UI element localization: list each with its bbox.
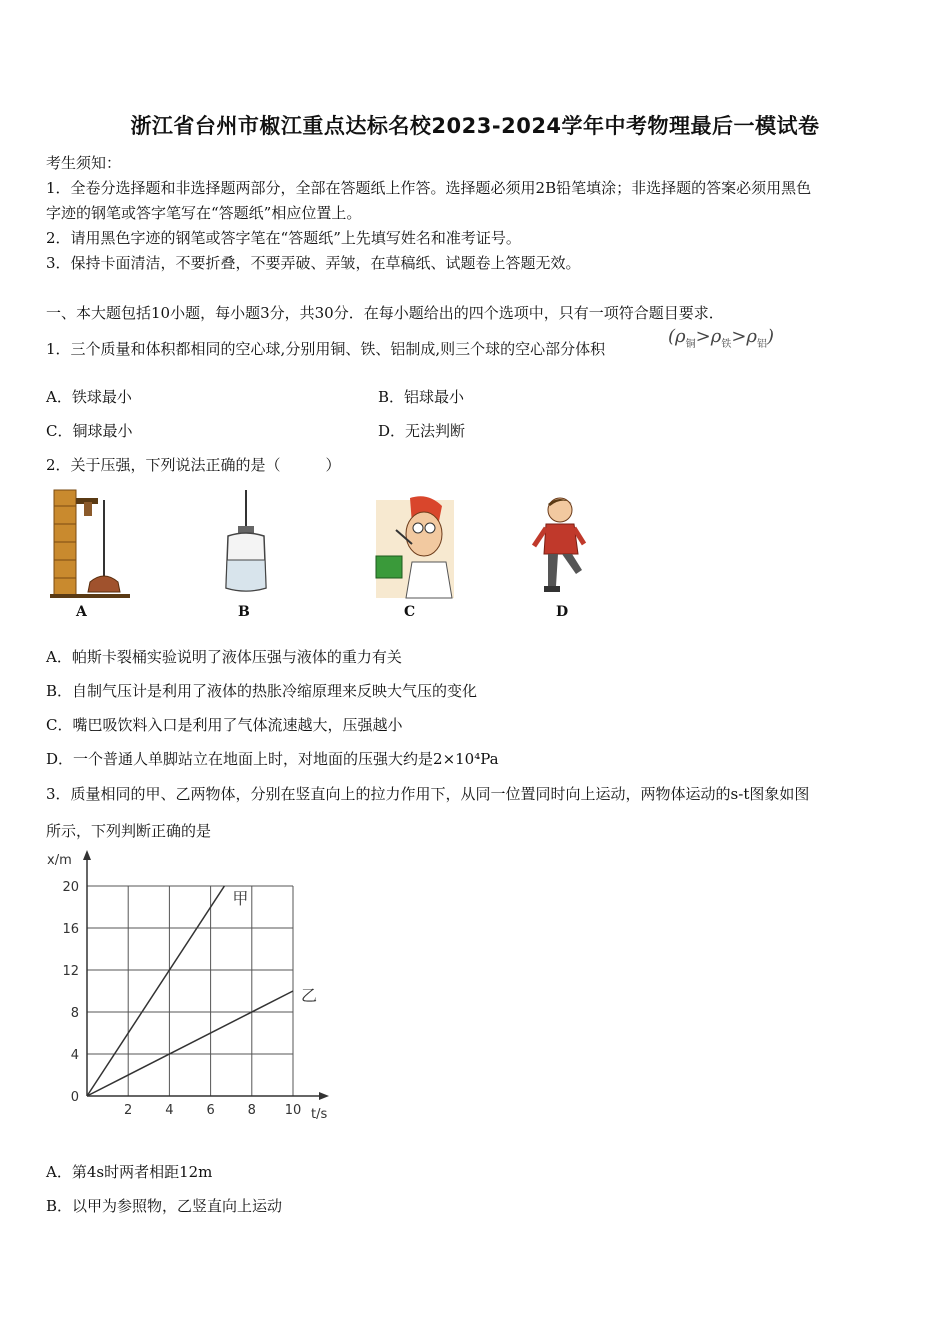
y-tick-label: 8 [70, 1006, 79, 1021]
pascal-barrel-figure [50, 488, 130, 600]
q1-option-d[interactable]: D．无法判断 [378, 422, 466, 440]
y-tick-label: 12 [62, 964, 79, 979]
x-tick-label: 6 [206, 1103, 215, 1118]
figure-label-b: B [238, 604, 250, 620]
x-tick-label: 2 [124, 1103, 133, 1118]
notice-heading: 考生须知： [46, 154, 122, 172]
s-t-graph [40, 848, 340, 1128]
y-axis-label: x/m [47, 853, 72, 868]
q1-option-b[interactable]: B．铝球最小 [378, 388, 465, 406]
q2-option-b[interactable]: B．自制气压计是利用了液体的热胀冷缩原理来反映大气压的变化 [46, 682, 478, 700]
x-tick-label: 4 [165, 1103, 174, 1118]
q2-option-c[interactable]: C．嘴巴吸饮料入口是利用了气体流速越大，压强越小 [46, 716, 403, 734]
rho-symbol: ρ [675, 326, 686, 347]
rho-symbol: ρ [746, 326, 757, 347]
subscript-aluminum: 铝 [757, 339, 767, 350]
y-tick-label: 0 [70, 1090, 79, 1105]
formula-close-paren: ) [767, 326, 775, 347]
y-tick-label: 16 [62, 922, 79, 937]
section-1-heading: 一、本大题包括10小题，每小题3分，共30分．在每小题给出的四个选项中，只有一项符合题目要求． [46, 304, 724, 322]
chart-axes [83, 850, 329, 1100]
q2-stem: 2．关于压强，下列说法正确的是（ ） [46, 456, 341, 474]
rho-symbol: ρ [710, 326, 722, 347]
q3-option-b[interactable]: B．以甲为参照物，乙竖直向上运动 [46, 1197, 283, 1215]
q1-option-c[interactable]: C．铜球最小 [46, 422, 133, 440]
greater-than-symbol: > [695, 326, 711, 347]
q1-density-formula [668, 326, 774, 350]
notice-item-1-line1: 1．全卷分选择题和非选择题两部分，全部在答题纸上作答。选择题必须用2B铅笔填涂；非选择题的答案必须用黑色 [46, 179, 812, 197]
series-label-2: 乙 [301, 986, 318, 1005]
subscript-copper: 铜 [685, 339, 696, 350]
figure-label-a: A [76, 604, 87, 620]
y-tick-label: 4 [70, 1048, 79, 1063]
series-line-1 [87, 886, 224, 1096]
subscript-iron: 铁 [721, 339, 732, 350]
y-axis-arrow [83, 850, 91, 860]
series-line-2 [87, 991, 293, 1096]
x-axis-label: t/s [311, 1107, 328, 1122]
q3-option-a[interactable]: A．第4s时两者相距12m [46, 1163, 213, 1181]
q3-stem-line1: 3．质量相同的甲、乙两物体，分别在竖直向上的拉力作用下，从同一位置同时向上运动，两物体运动的s-t图象如图 [46, 785, 810, 803]
q2-option-d[interactable]: D．一个普通人单脚站立在地面上时，对地面的压强大约是2×10⁴Pa [46, 750, 499, 768]
notice-item-1-line2: 字迹的钢笔或答字笔写在“答题纸”相应位置上。 [46, 204, 362, 222]
q2-option-a[interactable]: A．帕斯卡裂桶实验说明了液体压强与液体的重力有关 [46, 648, 402, 666]
one-foot-standing-figure [524, 494, 594, 598]
page-title: 浙江省台州市椒江重点达标名校2023-2024学年中考物理最后一模试卷 [130, 114, 820, 138]
greater-than-symbol: > [731, 326, 747, 347]
chart-grid [87, 886, 293, 1096]
q3-stem-line2: 所示，下列判断正确的是 [46, 822, 212, 840]
figure-label-c: C [404, 604, 416, 620]
homemade-barometer-figure [216, 488, 276, 600]
notice-item-2: 2．请用黑色字迹的钢笔或答字笔在“答题纸”上先填写姓名和准考证号。 [46, 229, 521, 247]
chart-ticks [62, 880, 301, 1118]
notice-item-3: 3．保持卡面清洁，不要折叠，不要弄破、弄皱，在草稿纸、试题卷上答题无效。 [46, 254, 581, 272]
q1-stem: 1．三个质量和体积都相同的空心球,分别用铜、铁、铝制成,则三个球的空心部分体积 [46, 340, 606, 358]
drinking-straw-figure [366, 492, 458, 600]
x-tick-label: 8 [247, 1103, 256, 1118]
figure-label-d: D [556, 604, 569, 620]
series-label-1: 甲 [232, 889, 249, 908]
y-tick-label: 20 [62, 880, 79, 895]
q1-option-a[interactable]: A．铁球最小 [46, 388, 132, 406]
x-tick-label: 10 [284, 1103, 302, 1118]
x-axis-arrow [319, 1092, 329, 1100]
formula-open-paren: ( [668, 326, 676, 347]
chart-series [87, 886, 317, 1096]
